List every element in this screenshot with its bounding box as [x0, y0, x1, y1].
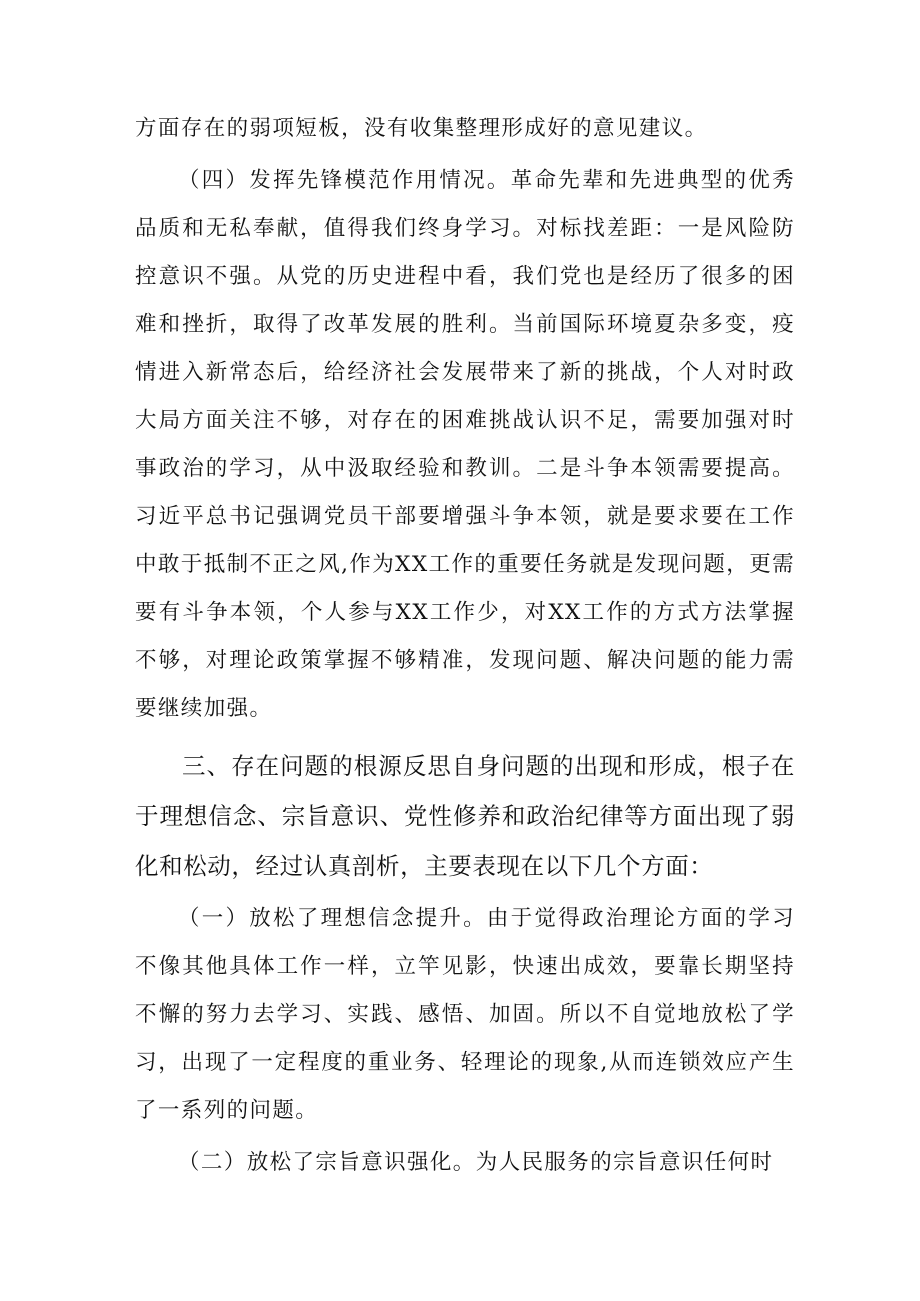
section-heading-3: 三、存在问题的根源反思自身问题的出现和形成，根子在于理想信念、宗旨意识、党性修养和政治纪律等方面出现了弱化和松动，经过认真剖析，主要表现在以下几个方面：: [135, 752, 795, 880]
paragraph-section-4: （四）发挥先锋模范作用情况。革命先辈和先进典型的优秀品质和无私奉献，值得我们终身学习。对标找差距：一是风险防控意识不强。从党的历史进程中看，我们党也是经历了很多的困难和挫折，取得了改革发展的胜利。当前国际环境夏杂多变，疫情进入新常态后，给经济社会发展带来了新的挑战，个人对时政大局方面关注不够，对存在的困难挑战认识不足，需要加强对时事政治的学习，从中汲取经验和教训。二是斗争本领需要提高。习近平总书记强调党员干部要增强斗争本领，就是要求要在工作中敢于抵制不正之风,作为XX工作的重要任务就是发现问题，更需要有斗争本领，个人参与XX工作少，对XX工作的方式方法掌握不够，对理论政策掌握不够精准，发现问题、解决问题的能力需要继续加强。: [135, 168, 795, 721]
paragraph-subsection-2: （二）放松了宗旨意识强化。为人民服务的宗旨意识任何时: [178, 1150, 774, 1175]
document-body: [135, 105, 795, 1187]
paragraph-subsection-1: （一）放松了理想信念提升。由于觉得政治理论方面的学习不像其他具体工作一样，立竿见影，快速出成效，要靠长期坚持不懈的努力去学习、实践、感悟、加固。所以不自觉地放松了学习，出现了一定程度的重业务、轻理论的现象,从而连锁效应产生了一系列的问题。: [135, 906, 795, 1123]
paragraph-continuation: 方面存在的弱项短板，没有收集整理形成好的意见建议。: [135, 116, 708, 141]
